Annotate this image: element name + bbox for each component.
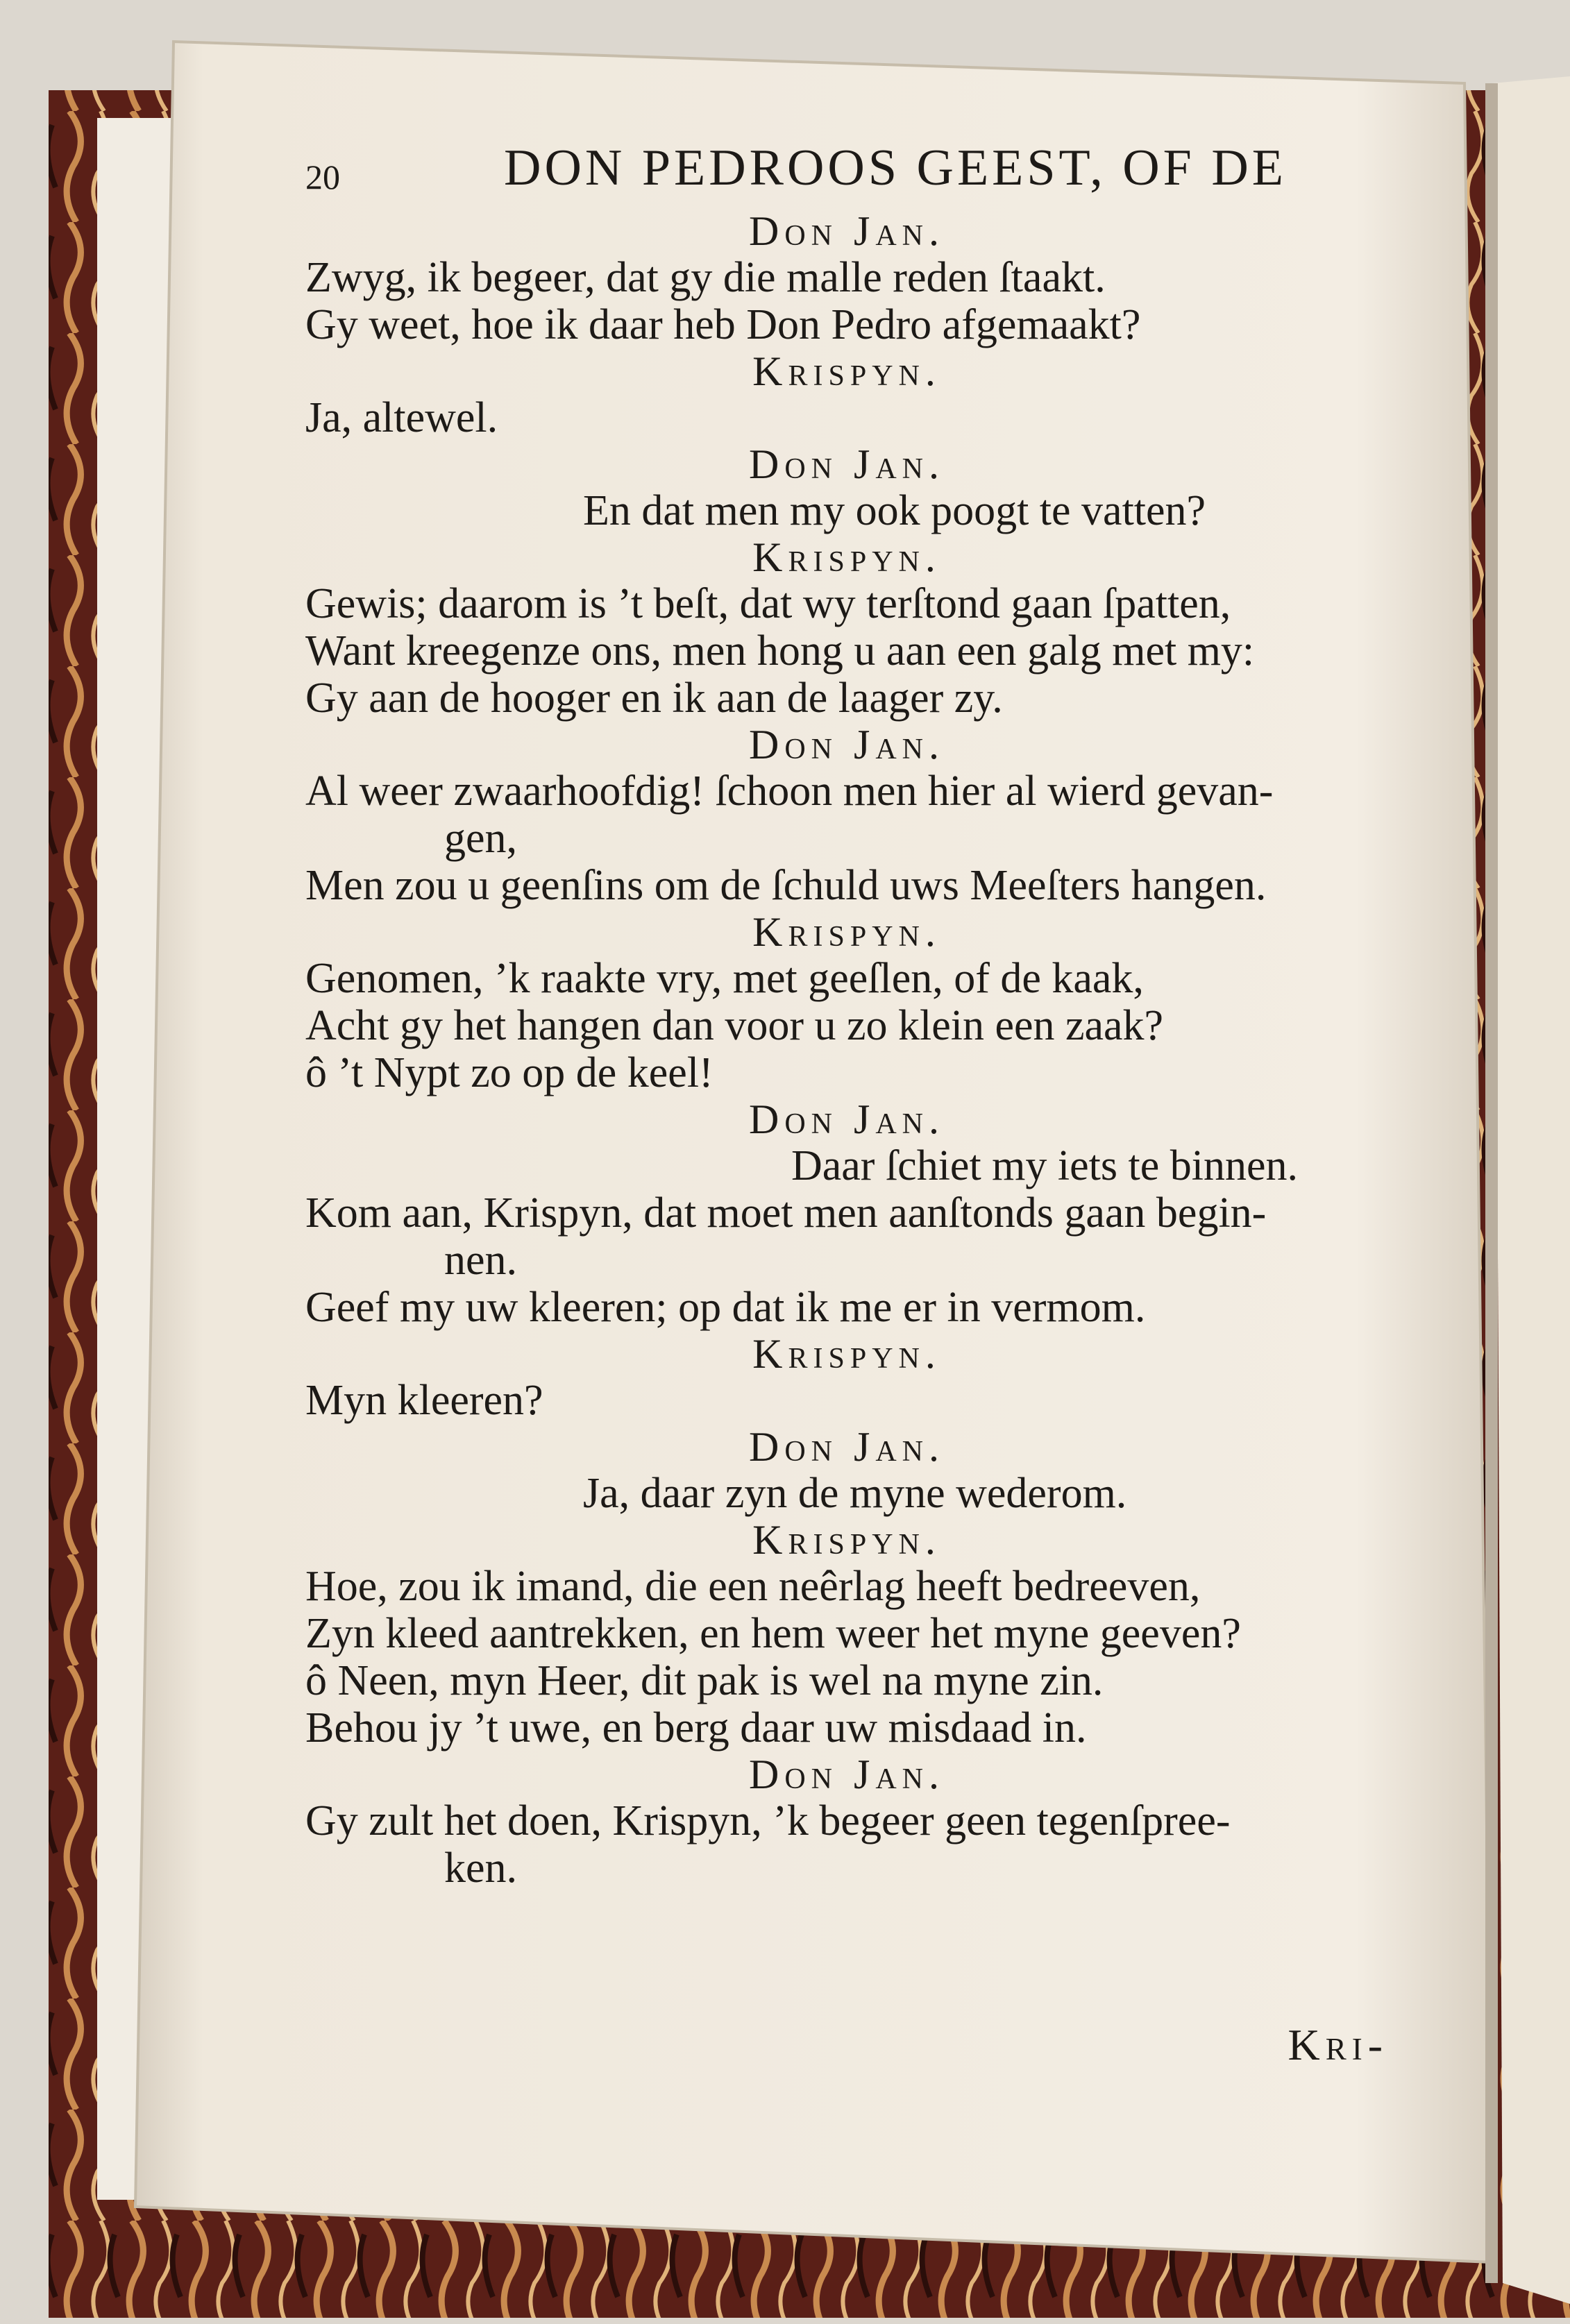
verse-line: Gewis; daarom is ’t beſt, dat wy terſtond gaan ſpatten,: [305, 580, 1231, 627]
speaker-name: Krispyn.: [752, 348, 941, 394]
verse-line: Hoe, zou ik imand, die een neêrlag heeft bedreeven,: [305, 1563, 1201, 1610]
catchword: Kri-: [1288, 2020, 1388, 2069]
speaker-name: Don Jan.: [748, 1096, 945, 1142]
page-number: 20: [305, 158, 340, 196]
speaker-name: Don Jan.: [748, 722, 945, 767]
speaker-name: Krispyn.: [752, 1331, 941, 1377]
speaker-name: Krispyn.: [752, 534, 941, 580]
verse-line: ken.: [444, 1844, 518, 1892]
speaker-name: Krispyn.: [752, 909, 941, 955]
verse-line: Ja, daar zyn de myne wederom.: [583, 1470, 1127, 1517]
verse-line: nen.: [444, 1237, 518, 1284]
running-title: DON PEDROOS GEEST, OF DE: [504, 139, 1287, 196]
speaker-name: Don Jan.: [748, 441, 945, 487]
verse-line: Gy weet, hoe ik daar heb Don Pedro afgemaakt?: [305, 301, 1141, 348]
verse-line: Men zou u geenſins om de ſchuld uws Meeſters hangen.: [305, 862, 1267, 909]
speaker-name: Krispyn.: [752, 1517, 941, 1563]
verse-line: Genomen, ’k raakte vry, met geeſlen, of de kaak,: [305, 955, 1144, 1002]
verse-line: Geef my uw kleeren; op dat ik me er in vermom.: [305, 1284, 1146, 1331]
verse-line: Zwyg, ik begeer, dat gy die malle reden ſtaakt.: [305, 254, 1106, 301]
running-head: [305, 139, 1388, 208]
verse-line: Kom aan, Krispyn, dat moet men aanſtonds gaan begin-: [305, 1189, 1267, 1237]
verse-line: ô Neen, myn Heer, dit pak is wel na myne zin.: [305, 1657, 1104, 1704]
verse-line: En dat men my ook poogt te vatten?: [583, 487, 1206, 534]
verse-line: Gy aan de hooger en ik aan de laager zy.: [305, 675, 1003, 722]
verse-line: Ja, altewel.: [305, 394, 498, 441]
verse-line: Want kreegenze ons, men hong u aan een galg met my:: [305, 627, 1255, 675]
play-text: [305, 208, 1388, 1892]
verse-line: Zyn kleed aantrekken, en hem weer het myne geeven?: [305, 1610, 1241, 1657]
verse-line: Behou jy ’t uwe, en berg daar uw misdaad in.: [305, 1704, 1087, 1752]
book-page: [305, 139, 1388, 2068]
verse-line: Gy zult het doen, Krispyn, ’k begeer geen tegenſpree-: [305, 1797, 1231, 1844]
speaker-name: Don Jan.: [748, 1424, 945, 1470]
speaker-name: Don Jan.: [748, 1752, 945, 1797]
verse-line: gen,: [444, 815, 518, 862]
verse-line: Daar ſchiet my iets te binnen.: [791, 1142, 1298, 1189]
verse-line: Acht gy het hangen dan voor u zo klein een zaak?: [305, 1002, 1164, 1049]
verse-line: Al weer zwaarhoofdig! ſchoon men hier al wierd gevan-: [305, 767, 1274, 815]
verse-line: Myn kleeren?: [305, 1377, 543, 1424]
speaker-name: Don Jan.: [748, 208, 945, 254]
verse-line: ô ’t Nypt zo op de keel!: [305, 1049, 714, 1096]
